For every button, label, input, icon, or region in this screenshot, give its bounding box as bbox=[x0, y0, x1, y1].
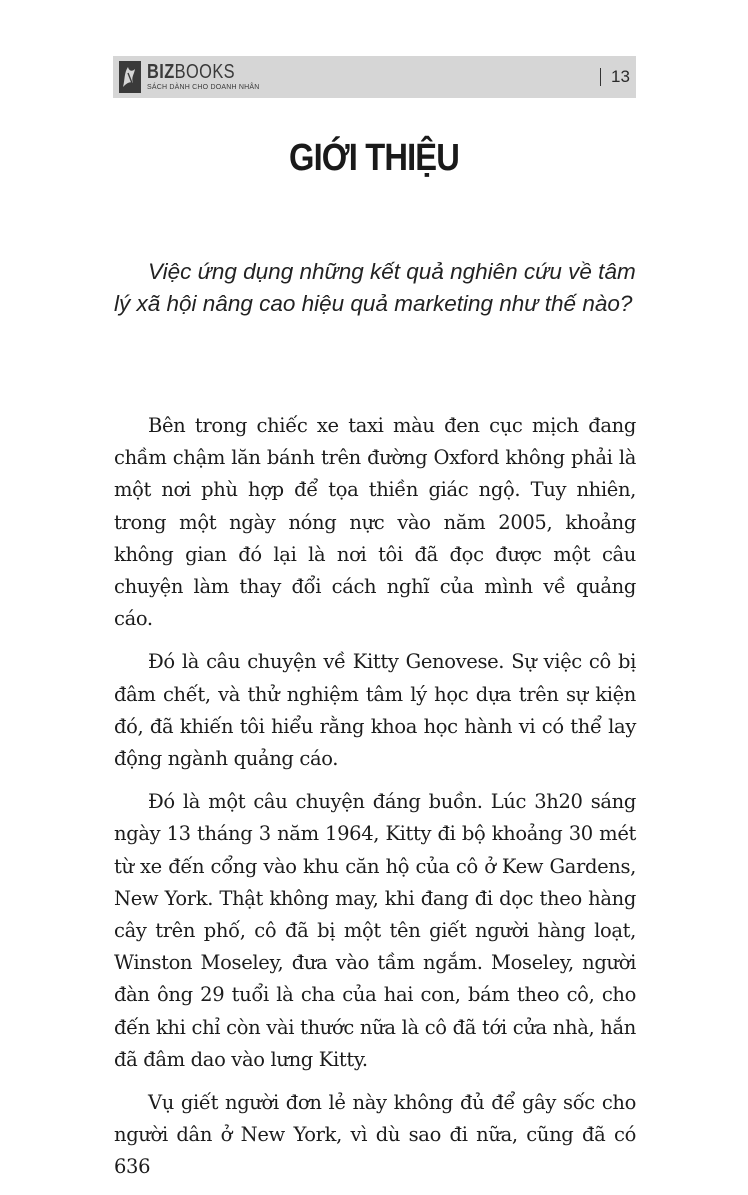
brand-bold: BIZ bbox=[147, 61, 175, 83]
paragraph: Đó là câu chuyện về Kitty Genovese. Sự việc cô bị đâm chết, và thử nghiệm tâm lý học dựa trên sự kiện đó, đã khiến tôi hiểu rằng khoa học hành vi có thể lay động ngành quảng cáo. bbox=[114, 650, 636, 771]
chapter-title: GIỚI THIỆU bbox=[289, 137, 459, 179]
page-number-divider bbox=[600, 68, 601, 86]
page-number: 13 bbox=[611, 67, 630, 86]
brand-regular: BOOKS bbox=[174, 61, 236, 83]
lead-question: Việc ứng dụng những kết quả nghiên cứu về tâm lý xã hội nâng cao hiệu quả marketing như thế nào? bbox=[114, 259, 636, 316]
paragraph: Vụ giết người đơn lẻ này không đủ để gây sốc cho người dân ở New York, vì dù sao đi nữa, cũng đã có 636 bbox=[114, 1091, 636, 1179]
body-text bbox=[114, 410, 636, 1195]
brand-wordmark bbox=[147, 61, 235, 83]
paragraph: Đó là một câu chuyện đáng buồn. Lúc 3h20 sáng ngày 13 tháng 3 năm 1964, Kitty đi bộ khoảng 30 mét từ xe đến cổng vào khu căn hộ của cô ở Kew Gardens, New York. Thật không may, khi đang đi dọc theo hàng cây trên phố, cô đã bị một tên giết người hàng loạt, Winston Moseley, đưa vào tầm ngắm. Moseley, người đàn ông 29 tuổi là cha của hai con, bám theo cô, cho đến khi chỉ còn vài thước nữa là cô đã tới cửa nhà, hắn đã đâm dao vào lưng Kitty. bbox=[114, 790, 636, 1071]
bizbooks-logo-icon bbox=[119, 61, 141, 93]
brand-tagline: SÁCH DÀNH CHO DOANH NHÂN bbox=[147, 84, 260, 91]
running-header bbox=[113, 56, 636, 98]
paragraph: Bên trong chiếc xe taxi màu đen cục mịch đang chầm chậm lăn bánh trên đường Oxford không phải là một nơi phù hợp để tọa thiền giác ngộ. Tuy nhiên, trong một ngày nóng nực vào năm 2005, khoảng không gian đó lại là nơi tôi đã đọc được một câu chuyện làm thay đổi cách nghĩ của mình về quảng cáo. bbox=[114, 414, 636, 631]
